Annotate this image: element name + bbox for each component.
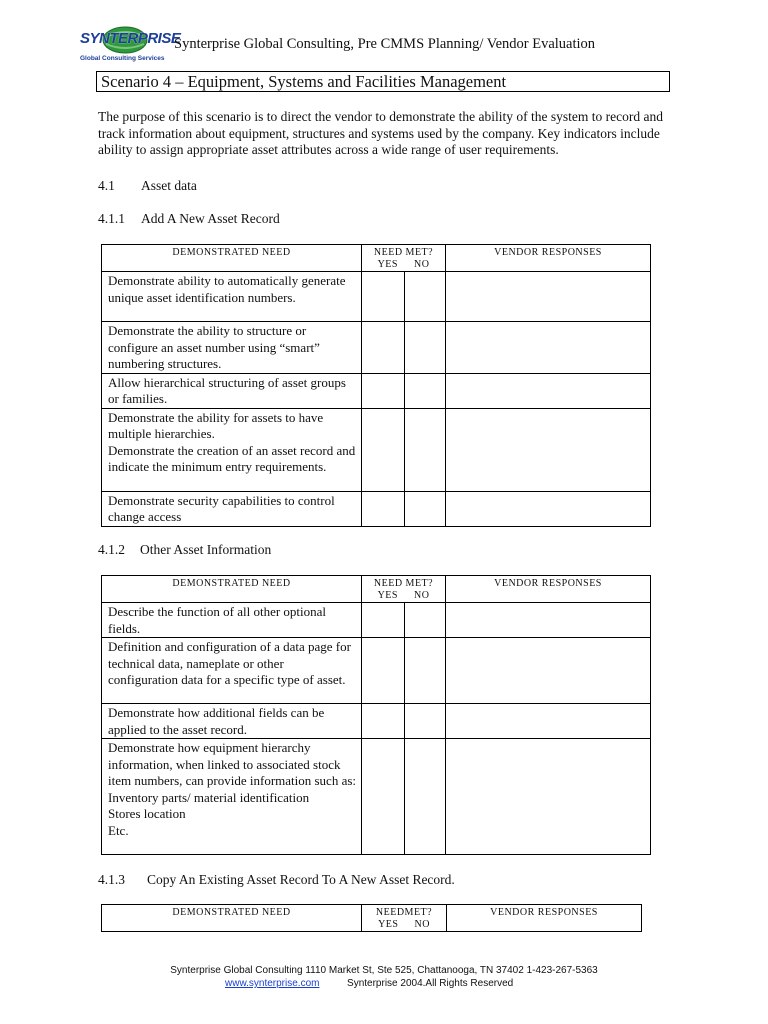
vendor-response-cell[interactable] bbox=[446, 373, 651, 408]
table-header-row bbox=[102, 245, 651, 272]
header-demonstrated-need: DEMONSTRATED NEED bbox=[102, 905, 362, 932]
yes-checkbox-cell[interactable] bbox=[362, 322, 405, 374]
no-label: NO bbox=[413, 590, 430, 601]
header-demonstrated-need: DEMONSTRATED NEED bbox=[102, 245, 362, 272]
no-checkbox-cell[interactable] bbox=[405, 408, 446, 491]
no-checkbox-cell[interactable] bbox=[405, 373, 446, 408]
section-title: Add A New Asset Record bbox=[141, 211, 280, 226]
section-title: Copy An Existing Asset Record To A New Asset Record. bbox=[147, 872, 455, 887]
header-vendor-responses: VENDOR RESPONSES bbox=[447, 905, 642, 932]
vendor-response-cell[interactable] bbox=[446, 272, 651, 322]
header-need-met bbox=[362, 245, 446, 272]
header-need-met bbox=[362, 905, 447, 932]
no-checkbox-cell[interactable] bbox=[405, 603, 446, 638]
no-checkbox-cell[interactable] bbox=[405, 322, 446, 374]
header-vendor-responses: VENDOR RESPONSES bbox=[446, 245, 651, 272]
no-checkbox-cell[interactable] bbox=[405, 638, 446, 704]
section-title: Other Asset Information bbox=[140, 542, 272, 557]
section-title: Asset data bbox=[141, 178, 197, 193]
logo-subtext: Global Consulting Services bbox=[80, 55, 165, 62]
scenario-title: Scenario 4 – Equipment, Systems and Facilities Management bbox=[96, 71, 670, 92]
need-cell: Describe the function of all other optional fields. bbox=[102, 603, 362, 638]
yes-checkbox-cell[interactable] bbox=[362, 603, 405, 638]
yes-checkbox-cell[interactable] bbox=[362, 739, 405, 855]
vendor-response-cell[interactable] bbox=[446, 638, 651, 704]
table-row bbox=[102, 408, 651, 491]
section-4-1 bbox=[98, 178, 197, 194]
yes-checkbox-cell[interactable] bbox=[362, 272, 405, 322]
yes-checkbox-cell[interactable] bbox=[362, 638, 405, 704]
website-link[interactable]: www.synterprise.com bbox=[225, 978, 320, 989]
vendor-response-cell[interactable] bbox=[446, 603, 651, 638]
header-demonstrated-need: DEMONSTRATED NEED bbox=[102, 576, 362, 603]
need-cell: Demonstrate the ability to structure or configure an asset number using “smart” numbering structures. bbox=[102, 322, 362, 374]
no-checkbox-cell[interactable] bbox=[405, 704, 446, 739]
other-asset-info-table bbox=[101, 575, 651, 855]
need-cell: Demonstrate how additional fields can be applied to the asset record. bbox=[102, 704, 362, 739]
table-row bbox=[102, 739, 651, 855]
copy-asset-record-table bbox=[101, 904, 642, 932]
section-number: 4.1.1 bbox=[98, 211, 125, 226]
yes-checkbox-cell[interactable] bbox=[362, 491, 405, 526]
section-number: 4.1 bbox=[98, 178, 115, 193]
footer-address: Synterprise Global Consulting 1110 Market St, Ste 525, Chattanooga, TN 37402 1-423-267-5363 bbox=[170, 965, 598, 976]
no-checkbox-cell[interactable] bbox=[405, 491, 446, 526]
header-vendor-responses: VENDOR RESPONSES bbox=[446, 576, 651, 603]
vendor-response-cell[interactable] bbox=[446, 408, 651, 491]
table-row bbox=[102, 491, 651, 526]
footer-rights: Synterprise 2004.All Rights Reserved bbox=[347, 978, 514, 989]
table-row bbox=[102, 322, 651, 374]
asset-record-table bbox=[101, 244, 651, 527]
table-row bbox=[102, 704, 651, 739]
intro-paragraph: The purpose of this scenario is to direct the vendor to demonstrate the ability of the system to record and track information about equipment, structures and systems used by the company. Key indicators include ability to assign appropriate asset attributes across a wide range of user requirements. bbox=[98, 109, 663, 157]
yes-checkbox-cell[interactable] bbox=[362, 408, 405, 491]
need-met-label: NEEDMET? bbox=[375, 907, 433, 918]
section-number: 4.1.3 bbox=[98, 872, 125, 887]
need-cell: Demonstrate ability to automatically generate unique asset identification numbers. bbox=[102, 272, 362, 322]
no-checkbox-cell[interactable] bbox=[405, 272, 446, 322]
need-cell: Demonstrate security capabilities to control change access bbox=[102, 491, 362, 526]
logo-wordmark: SYNTERPRISE bbox=[80, 30, 181, 47]
section-number: 4.1.2 bbox=[98, 542, 125, 557]
need-met-label: NEED MET? bbox=[373, 578, 434, 589]
section-4-1-2 bbox=[98, 542, 271, 558]
no-label: NO bbox=[414, 919, 430, 930]
no-label: NO bbox=[413, 259, 430, 270]
table-row bbox=[102, 603, 651, 638]
yes-label: YES bbox=[377, 259, 398, 270]
yes-label: YES bbox=[377, 590, 398, 601]
yes-label: YES bbox=[378, 919, 399, 930]
footer-links bbox=[225, 978, 513, 989]
table-header-row bbox=[102, 905, 642, 932]
need-met-label: NEED MET? bbox=[373, 247, 434, 258]
table-row bbox=[102, 638, 651, 704]
vendor-response-cell[interactable] bbox=[446, 322, 651, 374]
table-row bbox=[102, 272, 651, 322]
vendor-response-cell[interactable] bbox=[446, 704, 651, 739]
table-row bbox=[102, 373, 651, 408]
yes-checkbox-cell[interactable] bbox=[362, 704, 405, 739]
header-need-met bbox=[362, 576, 446, 603]
need-cell: Definition and configuration of a data page for technical data, nameplate or other configuration data for a specific type of asset. bbox=[102, 638, 362, 704]
need-cell: Demonstrate the ability for assets to have multiple hierarchies. Demonstrate the creation of an asset record and indicate the minimum entry requirements. bbox=[102, 408, 362, 491]
no-checkbox-cell[interactable] bbox=[405, 739, 446, 855]
need-cell: Demonstrate how equipment hierarchy information, when linked to associated stock item numbers, can provide information such as: Inventory parts/ material identification Stores location Etc. bbox=[102, 739, 362, 855]
section-4-1-1 bbox=[98, 211, 280, 227]
vendor-response-cell[interactable] bbox=[446, 491, 651, 526]
section-4-1-3 bbox=[98, 872, 455, 888]
yes-checkbox-cell[interactable] bbox=[362, 373, 405, 408]
document-header-title: Synterprise Global Consulting, Pre CMMS Planning/ Vendor Evaluation bbox=[174, 36, 596, 52]
table-header-row bbox=[102, 576, 651, 603]
need-cell: Allow hierarchical structuring of asset groups or families. bbox=[102, 373, 362, 408]
vendor-response-cell[interactable] bbox=[446, 739, 651, 855]
